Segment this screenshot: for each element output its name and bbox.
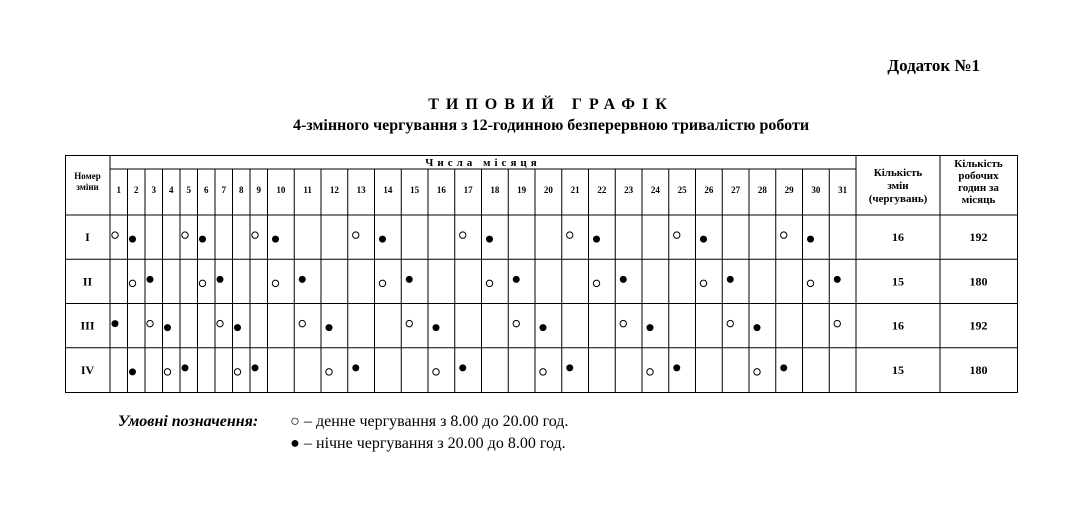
day-shift-mark [433,369,439,375]
legend-label: Умовні позначення: [118,413,259,430]
document-subtitle: 4-змінного чергування з 12-годинною безперервною тривалістю роботи [292,117,810,134]
hours-header-text: робочих [958,170,999,182]
day-shift-mark [379,280,385,286]
day-number: 27 [731,185,741,195]
hours-header-text: місяць [961,194,996,206]
day-number: 15 [410,185,420,195]
night-shift-mark [217,276,224,283]
appendix-label: Додаток №1 [887,56,980,75]
day-shift-mark [807,280,813,286]
hours-header-text: годин за [958,182,999,194]
night-shift-mark [620,276,627,283]
day-shift-mark [486,280,492,286]
day-shift-mark [234,369,240,375]
day-shift-mark [700,280,706,286]
day-number: 28 [757,185,767,195]
night-shift-icon: ● [290,435,300,452]
schedule-table [65,155,1020,395]
day-number: 26 [704,185,714,195]
night-shift-mark [112,320,119,327]
night-shift-mark [754,324,761,331]
night-shift-mark [147,276,154,283]
day-shift-mark [834,320,840,326]
work-hours: 180 [969,362,988,377]
day-shift-mark [353,232,359,238]
night-shift-mark [164,324,171,331]
day-number: 18 [490,185,500,195]
night-shift-mark [272,236,279,243]
shift-number: I [85,230,90,245]
day-number: 24 [650,185,660,195]
day-number: 29 [784,185,794,195]
document-title: ТИПОВИЙ ГРАФІК [428,96,674,113]
day-number: 25 [677,185,687,195]
day-number: 8 [239,185,244,195]
shift-number: II [82,274,93,289]
legend-day-text: – денне чергування з 8.00 до 20.00 год. [304,413,569,430]
day-shift-mark [217,320,223,326]
night-shift-mark [459,364,466,371]
night-shift-mark [182,364,189,371]
day-number: 13 [356,185,366,195]
day-number: 1 [116,185,121,195]
days-header-text: Числа місяця [425,157,541,169]
day-shift-mark [754,369,760,375]
day-shift-mark [164,369,170,375]
day-shift-mark [513,320,519,326]
count-header-text: Кількість [873,167,923,179]
day-shift-mark [406,320,412,326]
shift-header-text: Номер [74,171,101,181]
day-shift-mark [199,280,205,286]
day-number: 30 [811,185,821,195]
night-shift-mark [199,236,206,243]
night-shift-mark [834,276,841,283]
legend-night-text: – нічне чергування з 20.00 до 8.00 год. [304,435,566,452]
day-number: 5 [186,185,191,195]
day-shift-mark [252,232,258,238]
night-shift-mark [352,364,359,371]
work-hours: 192 [969,318,988,333]
day-number: 17 [463,185,473,195]
day-shift-mark [460,232,466,238]
night-shift-mark [433,324,440,331]
night-shift-mark [700,236,707,243]
hours-header-text: Кількість [954,158,1003,170]
night-shift-mark [326,324,333,331]
night-shift-mark [406,276,413,283]
shift-count: 16 [892,318,904,333]
night-shift-mark [513,276,520,283]
day-shift-mark [781,232,787,238]
day-shift-mark [112,232,118,238]
day-shift-mark [272,280,278,286]
night-shift-mark [807,236,814,243]
night-shift-mark [234,324,241,331]
night-shift-mark [727,276,734,283]
night-shift-mark [780,364,787,371]
work-hours: 180 [969,274,988,289]
shift-number: IV [80,362,95,377]
day-number: 19 [517,185,527,195]
night-shift-mark [129,236,136,243]
day-shift-mark [593,280,599,286]
night-shift-mark [486,236,493,243]
day-number: 7 [221,185,226,195]
day-number: 31 [838,185,848,195]
night-shift-mark [379,236,386,243]
work-hours: 192 [969,230,988,245]
shift-count: 16 [892,230,904,245]
shift-number: III [80,318,95,333]
night-shift-mark [129,368,136,375]
shift-header-text: зміни [76,182,99,192]
day-shift-mark [567,232,573,238]
count-header-text: (чергувань) [868,193,928,205]
day-number: 21 [570,185,580,195]
day-number: 2 [134,185,139,195]
night-shift-mark [647,324,654,331]
night-shift-mark [252,364,259,371]
day-shift-mark [674,232,680,238]
day-number: 20 [543,185,553,195]
day-number: 3 [151,185,156,195]
day-number: 11 [303,185,312,195]
night-shift-mark [299,276,306,283]
day-shift-icon: ○ [290,413,300,430]
day-shift-mark [540,369,546,375]
day-number: 23 [624,185,634,195]
day-shift-mark [147,320,153,326]
day-shift-mark [182,232,188,238]
day-shift-mark [620,320,626,326]
day-shift-mark [647,369,653,375]
night-shift-mark [566,364,573,371]
day-shift-mark [727,320,733,326]
day-number: 12 [329,185,339,195]
day-number: 9 [256,185,261,195]
day-number: 22 [597,185,607,195]
shift-count: 15 [892,274,904,289]
day-shift-mark [299,320,305,326]
night-shift-mark [540,324,547,331]
night-shift-mark [593,236,600,243]
day-number: 4 [169,185,174,195]
legend-day [290,413,568,431]
night-shift-mark [673,364,680,371]
legend-night [290,435,566,453]
shift-count: 15 [892,362,904,377]
day-number: 6 [204,185,209,195]
day-number: 16 [436,185,446,195]
count-header-text: змін [887,180,909,192]
day-shift-mark [129,280,135,286]
day-number: 14 [383,185,393,195]
day-shift-mark [326,369,332,375]
day-number: 10 [276,185,286,195]
